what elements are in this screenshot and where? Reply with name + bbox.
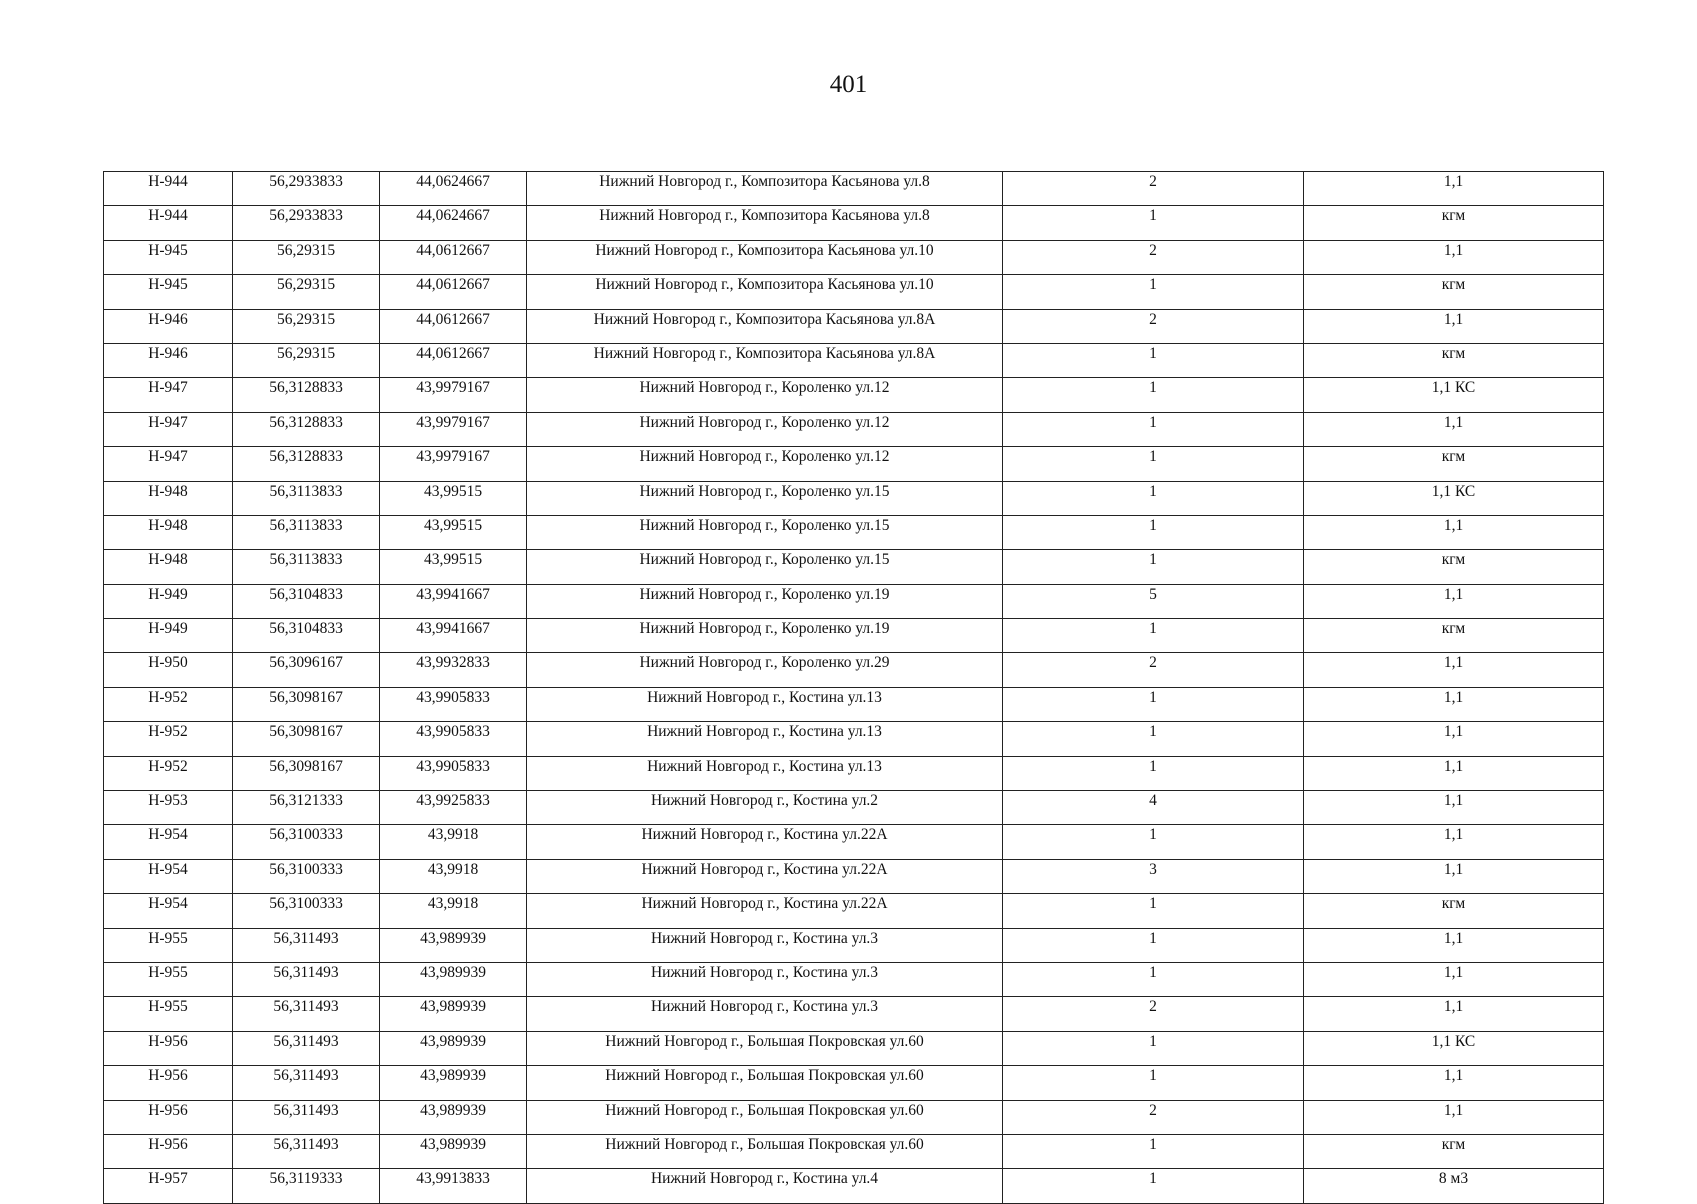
longitude-cell: 43,9979167 <box>380 412 527 446</box>
table-row <box>104 1100 1604 1134</box>
object-id-cell: Н-955 <box>104 997 233 1031</box>
object-id-cell: Н-945 <box>104 240 233 274</box>
quantity-cell: 1 <box>1003 343 1304 377</box>
spec-cell: 1,1 <box>1304 584 1604 618</box>
quantity-cell: 1 <box>1003 1031 1304 1065</box>
address-cell: Нижний Новгород г., Костина ул.13 <box>527 756 1003 790</box>
latitude-cell: 56,3113833 <box>233 481 380 515</box>
quantity-cell: 4 <box>1003 791 1304 825</box>
table-row <box>104 584 1604 618</box>
quantity-cell: 2 <box>1003 1100 1304 1134</box>
latitude-cell: 56,3128833 <box>233 412 380 446</box>
latitude-cell: 56,2933833 <box>233 206 380 240</box>
latitude-cell: 56,2933833 <box>233 172 380 206</box>
address-cell: Нижний Новгород г., Короленко ул.19 <box>527 619 1003 653</box>
quantity-cell: 1 <box>1003 412 1304 446</box>
object-id-cell: Н-955 <box>104 962 233 996</box>
spec-cell: 1,1 КС <box>1304 1031 1604 1065</box>
object-id-cell: Н-950 <box>104 653 233 687</box>
table-row <box>104 894 1604 928</box>
quantity-cell: 1 <box>1003 619 1304 653</box>
table-row <box>104 997 1604 1031</box>
quantity-cell: 1 <box>1003 481 1304 515</box>
address-cell: Нижний Новгород г., Короленко ул.29 <box>527 653 1003 687</box>
longitude-cell: 43,9925833 <box>380 791 527 825</box>
spec-cell: 1,1 <box>1304 997 1604 1031</box>
longitude-cell: 43,9979167 <box>380 447 527 481</box>
address-cell: Нижний Новгород г., Костина ул.22А <box>527 894 1003 928</box>
object-id-cell: Н-944 <box>104 172 233 206</box>
longitude-cell: 43,9905833 <box>380 756 527 790</box>
longitude-cell: 44,0624667 <box>380 206 527 240</box>
address-cell: Нижний Новгород г., Композитора Касьянова ул.8 <box>527 172 1003 206</box>
table-row <box>104 1031 1604 1065</box>
spec-cell: 1,1 <box>1304 791 1604 825</box>
latitude-cell: 56,3098167 <box>233 722 380 756</box>
latitude-cell: 56,311493 <box>233 962 380 996</box>
quantity-cell: 1 <box>1003 962 1304 996</box>
quantity-cell: 1 <box>1003 550 1304 584</box>
address-cell: Нижний Новгород г., Большая Покровская ул.60 <box>527 1031 1003 1065</box>
quantity-cell: 1 <box>1003 756 1304 790</box>
spec-cell: 1,1 <box>1304 412 1604 446</box>
quantity-cell: 2 <box>1003 172 1304 206</box>
latitude-cell: 56,3100333 <box>233 825 380 859</box>
object-id-cell: Н-947 <box>104 412 233 446</box>
quantity-cell: 1 <box>1003 206 1304 240</box>
quantity-cell: 1 <box>1003 687 1304 721</box>
longitude-cell: 43,9918 <box>380 894 527 928</box>
spec-cell: 1,1 <box>1304 1066 1604 1100</box>
spec-cell: 1,1 <box>1304 240 1604 274</box>
table-row <box>104 1134 1604 1168</box>
address-cell: Нижний Новгород г., Костина ул.3 <box>527 997 1003 1031</box>
table-row <box>104 653 1604 687</box>
table-row <box>104 240 1604 274</box>
longitude-cell: 43,99515 <box>380 550 527 584</box>
latitude-cell: 56,311493 <box>233 1100 380 1134</box>
object-id-cell: Н-948 <box>104 515 233 549</box>
object-id-cell: Н-952 <box>104 687 233 721</box>
longitude-cell: 43,9918 <box>380 859 527 893</box>
spec-cell: 1,1 <box>1304 825 1604 859</box>
spec-cell: 1,1 <box>1304 928 1604 962</box>
spec-cell: 1,1 <box>1304 653 1604 687</box>
object-id-cell: Н-949 <box>104 584 233 618</box>
address-cell: Нижний Новгород г., Композитора Касьянова ул.10 <box>527 275 1003 309</box>
object-id-cell: Н-949 <box>104 619 233 653</box>
spec-cell: 1,1 <box>1304 687 1604 721</box>
spec-cell: 1,1 <box>1304 172 1604 206</box>
table-row <box>104 412 1604 446</box>
longitude-cell: 44,0624667 <box>380 172 527 206</box>
object-id-cell: Н-956 <box>104 1031 233 1065</box>
quantity-cell: 1 <box>1003 1169 1304 1203</box>
latitude-cell: 56,3121333 <box>233 791 380 825</box>
latitude-cell: 56,311493 <box>233 997 380 1031</box>
spec-cell: кгм <box>1304 894 1604 928</box>
longitude-cell: 43,9941667 <box>380 619 527 653</box>
object-id-cell: Н-947 <box>104 447 233 481</box>
longitude-cell: 44,0612667 <box>380 240 527 274</box>
address-cell: Нижний Новгород г., Костина ул.4 <box>527 1169 1003 1203</box>
table-row <box>104 515 1604 549</box>
table-row <box>104 343 1604 377</box>
latitude-cell: 56,29315 <box>233 309 380 343</box>
quantity-cell: 1 <box>1003 928 1304 962</box>
table-row <box>104 1169 1604 1203</box>
latitude-cell: 56,29315 <box>233 240 380 274</box>
latitude-cell: 56,311493 <box>233 1066 380 1100</box>
longitude-cell: 43,989939 <box>380 1134 527 1168</box>
address-cell: Нижний Новгород г., Костина ул.22А <box>527 859 1003 893</box>
latitude-cell: 56,311493 <box>233 928 380 962</box>
quantity-cell: 2 <box>1003 653 1304 687</box>
address-cell: Нижний Новгород г., Короленко ул.19 <box>527 584 1003 618</box>
spec-cell: 1,1 КС <box>1304 378 1604 412</box>
quantity-cell: 1 <box>1003 722 1304 756</box>
quantity-cell: 1 <box>1003 378 1304 412</box>
object-id-cell: Н-952 <box>104 722 233 756</box>
latitude-cell: 56,3113833 <box>233 515 380 549</box>
page-number: 401 <box>829 71 868 98</box>
address-cell: Нижний Новгород г., Костина ул.13 <box>527 722 1003 756</box>
longitude-cell: 43,9918 <box>380 825 527 859</box>
longitude-cell: 43,9913833 <box>380 1169 527 1203</box>
object-id-cell: Н-955 <box>104 928 233 962</box>
object-id-cell: Н-944 <box>104 206 233 240</box>
latitude-cell: 56,3098167 <box>233 756 380 790</box>
longitude-cell: 44,0612667 <box>380 343 527 377</box>
address-cell: Нижний Новгород г., Композитора Касьянова ул.8А <box>527 343 1003 377</box>
table-row <box>104 447 1604 481</box>
address-cell: Нижний Новгород г., Большая Покровская ул.60 <box>527 1134 1003 1168</box>
address-cell: Нижний Новгород г., Короленко ул.15 <box>527 515 1003 549</box>
quantity-cell: 1 <box>1003 1066 1304 1100</box>
object-id-cell: Н-948 <box>104 481 233 515</box>
latitude-cell: 56,3104833 <box>233 584 380 618</box>
table-row <box>104 275 1604 309</box>
quantity-cell: 1 <box>1003 515 1304 549</box>
latitude-cell: 56,29315 <box>233 275 380 309</box>
address-cell: Нижний Новгород г., Костина ул.2 <box>527 791 1003 825</box>
longitude-cell: 43,9979167 <box>380 378 527 412</box>
object-id-cell: Н-956 <box>104 1100 233 1134</box>
latitude-cell: 56,3098167 <box>233 687 380 721</box>
latitude-cell: 56,3119333 <box>233 1169 380 1203</box>
object-id-cell: Н-952 <box>104 756 233 790</box>
object-id-cell: Н-954 <box>104 859 233 893</box>
address-cell: Нижний Новгород г., Композитора Касьянова ул.10 <box>527 240 1003 274</box>
longitude-cell: 43,989939 <box>380 962 527 996</box>
address-cell: Нижний Новгород г., Костина ул.22А <box>527 825 1003 859</box>
latitude-cell: 56,3104833 <box>233 619 380 653</box>
spec-cell: кгм <box>1304 619 1604 653</box>
table-row <box>104 378 1604 412</box>
latitude-cell: 56,29315 <box>233 343 380 377</box>
object-id-cell: Н-956 <box>104 1134 233 1168</box>
spec-cell: 1,1 <box>1304 515 1604 549</box>
quantity-cell: 1 <box>1003 447 1304 481</box>
quantity-cell: 1 <box>1003 1134 1304 1168</box>
object-id-cell: Н-947 <box>104 378 233 412</box>
longitude-cell: 43,989939 <box>380 1100 527 1134</box>
quantity-cell: 3 <box>1003 859 1304 893</box>
object-id-cell: Н-946 <box>104 309 233 343</box>
table-body <box>104 172 1604 1204</box>
table-row <box>104 825 1604 859</box>
spec-cell: кгм <box>1304 206 1604 240</box>
address-cell: Нижний Новгород г., Большая Покровская ул.60 <box>527 1066 1003 1100</box>
address-cell: Нижний Новгород г., Костина ул.3 <box>527 962 1003 996</box>
longitude-cell: 44,0612667 <box>380 275 527 309</box>
latitude-cell: 56,3113833 <box>233 550 380 584</box>
longitude-cell: 43,9941667 <box>380 584 527 618</box>
table-row <box>104 859 1604 893</box>
longitude-cell: 43,9905833 <box>380 687 527 721</box>
spec-cell: 1,1 <box>1304 722 1604 756</box>
longitude-cell: 43,989939 <box>380 1066 527 1100</box>
longitude-cell: 43,989939 <box>380 997 527 1031</box>
spec-cell: 1,1 <box>1304 859 1604 893</box>
address-cell: Нижний Новгород г., Короленко ул.12 <box>527 378 1003 412</box>
spec-cell: кгм <box>1304 1134 1604 1168</box>
latitude-cell: 56,311493 <box>233 1031 380 1065</box>
address-cell: Нижний Новгород г., Композитора Касьянова ул.8А <box>527 309 1003 343</box>
address-cell: Нижний Новгород г., Короленко ул.12 <box>527 447 1003 481</box>
spec-cell: 1,1 <box>1304 1100 1604 1134</box>
object-id-cell: Н-956 <box>104 1066 233 1100</box>
quantity-cell: 1 <box>1003 894 1304 928</box>
longitude-cell: 43,99515 <box>380 515 527 549</box>
quantity-cell: 1 <box>1003 825 1304 859</box>
latitude-cell: 56,3100333 <box>233 859 380 893</box>
latitude-cell: 56,3128833 <box>233 378 380 412</box>
spec-cell: кгм <box>1304 275 1604 309</box>
latitude-cell: 56,3096167 <box>233 653 380 687</box>
table-row <box>104 756 1604 790</box>
object-id-cell: Н-957 <box>104 1169 233 1203</box>
address-cell: Нижний Новгород г., Большая Покровская ул.60 <box>527 1100 1003 1134</box>
address-cell: Нижний Новгород г., Короленко ул.12 <box>527 412 1003 446</box>
object-id-cell: Н-946 <box>104 343 233 377</box>
table-row <box>104 206 1604 240</box>
address-cell: Нижний Новгород г., Короленко ул.15 <box>527 481 1003 515</box>
table-row <box>104 928 1604 962</box>
longitude-cell: 43,989939 <box>380 1031 527 1065</box>
table-row <box>104 791 1604 825</box>
quantity-cell: 2 <box>1003 240 1304 274</box>
spec-cell: кгм <box>1304 343 1604 377</box>
object-id-cell: Н-945 <box>104 275 233 309</box>
address-cell: Нижний Новгород г., Композитора Касьянова ул.8 <box>527 206 1003 240</box>
object-id-cell: Н-954 <box>104 894 233 928</box>
spec-cell: 1,1 КС <box>1304 481 1604 515</box>
longitude-cell: 43,9932833 <box>380 653 527 687</box>
spec-cell: 1,1 <box>1304 962 1604 996</box>
longitude-cell: 43,99515 <box>380 481 527 515</box>
table-row <box>104 619 1604 653</box>
table-row <box>104 687 1604 721</box>
address-cell: Нижний Новгород г., Костина ул.3 <box>527 928 1003 962</box>
object-id-cell: Н-954 <box>104 825 233 859</box>
object-id-cell: Н-953 <box>104 791 233 825</box>
address-cell: Нижний Новгород г., Короленко ул.15 <box>527 550 1003 584</box>
spec-cell: 1,1 <box>1304 309 1604 343</box>
quantity-cell: 2 <box>1003 997 1304 1031</box>
latitude-cell: 56,3128833 <box>233 447 380 481</box>
registry-table <box>103 171 1604 1204</box>
spec-cell: 8 м3 <box>1304 1169 1604 1203</box>
longitude-cell: 44,0612667 <box>380 309 527 343</box>
longitude-cell: 43,9905833 <box>380 722 527 756</box>
table-row <box>104 481 1604 515</box>
quantity-cell: 5 <box>1003 584 1304 618</box>
spec-cell: кгм <box>1304 447 1604 481</box>
table-row <box>104 962 1604 996</box>
table-row <box>104 172 1604 206</box>
table-row <box>104 309 1604 343</box>
longitude-cell: 43,989939 <box>380 928 527 962</box>
spec-cell: 1,1 <box>1304 756 1604 790</box>
table-row <box>104 550 1604 584</box>
table-row <box>104 722 1604 756</box>
spec-cell: кгм <box>1304 550 1604 584</box>
address-cell: Нижний Новгород г., Костина ул.13 <box>527 687 1003 721</box>
latitude-cell: 56,311493 <box>233 1134 380 1168</box>
object-id-cell: Н-948 <box>104 550 233 584</box>
latitude-cell: 56,3100333 <box>233 894 380 928</box>
table-row <box>104 1066 1604 1100</box>
quantity-cell: 2 <box>1003 309 1304 343</box>
quantity-cell: 1 <box>1003 275 1304 309</box>
